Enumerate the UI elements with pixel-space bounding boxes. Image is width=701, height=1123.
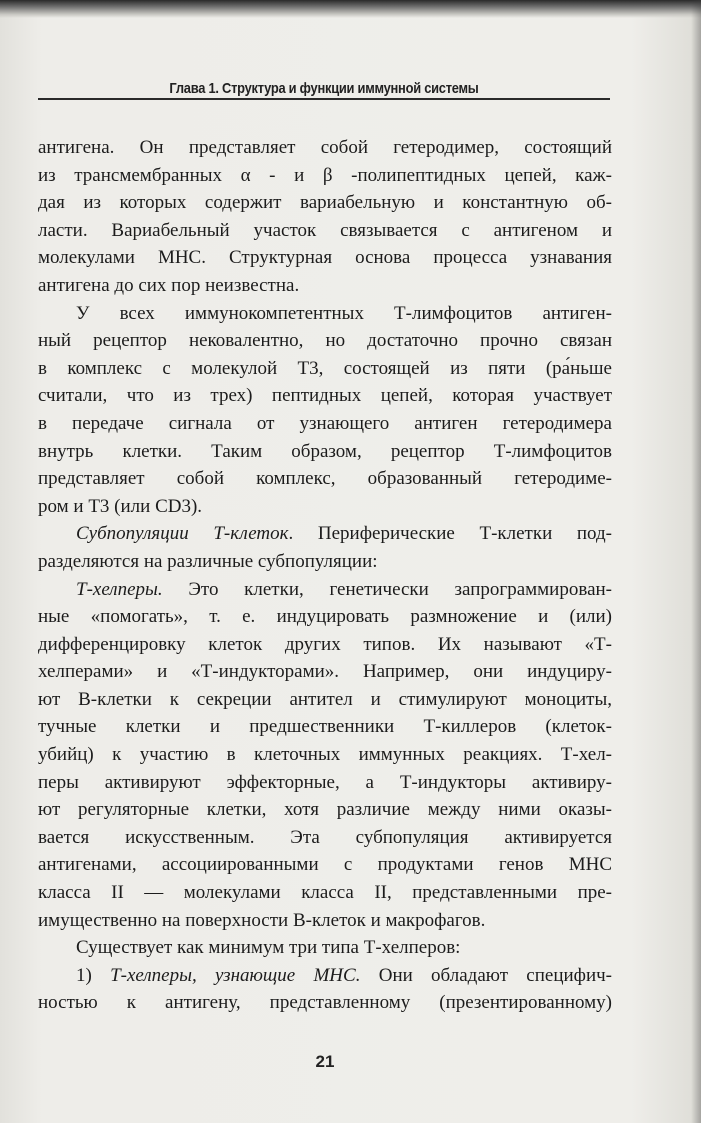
text-line: ласти. Вариабельный участок связывается с антигеном и <box>38 219 612 241</box>
scan-right-shadow <box>691 0 701 1123</box>
text-line: антигенами, ассоциированными с продуктами генов МНС <box>38 854 612 876</box>
text-line: в комплекс с молекулой Т3, состоящей из пяти (ра́ньше <box>38 357 612 379</box>
text-line: имущественно на поверхности В-клеток и макрофагов. <box>38 909 486 931</box>
text-line: У всех иммунокомпетентных Т-лимфоцитов антиген- <box>76 302 612 324</box>
text-line: ром и Т3 (или CD3). <box>38 495 203 517</box>
text-line-subheading <box>38 520 612 548</box>
text-line: ный рецептор нековалентно, но достаточно прочно связан <box>38 330 612 352</box>
text-line: антигена. Он представляет собой гетеродимер, состоящий <box>38 137 612 158</box>
text-run: . Периферические Т-клетки под- <box>288 523 612 545</box>
text-line: Существует как минимум три типа Т-хелперов: <box>76 937 461 959</box>
text-run: Это клетки, генетически запрограммирован- <box>162 578 612 600</box>
body-text <box>38 134 612 1017</box>
scan-top-shadow <box>0 0 701 18</box>
running-head: Глава 1. Структура и функции иммунной системы <box>169 80 479 97</box>
text-line: в передаче сигнала от узнающего антиген гетеродимера <box>38 412 612 434</box>
header-rule <box>38 98 610 100</box>
text-line: разделяются на различные субпопуляции: <box>38 550 378 572</box>
text-line: представляет собой комплекс, образованный гетеродиме- <box>38 468 612 490</box>
text-line: хелперами» и «Т-индукторами». Например, они индуциру- <box>38 661 612 683</box>
text-line: перы активируют эффекторные, а Т-индукторы активиру- <box>38 771 612 793</box>
text-line: вается искусственным. Эта субпопуляция активируется <box>38 826 612 848</box>
text-line: ют регуляторные клетки, хотя различие между ними оказы- <box>38 799 612 821</box>
text-line: считали, что из трех) пептидных цепей, которая участвует <box>38 385 612 407</box>
text-line: ют В-клетки к секреции антител и стимулируют моноциты, <box>38 688 612 710</box>
text-line: внутрь клетки. Таким образом, рецептор Т-лимфоцитов <box>38 440 612 462</box>
text-line: дая из которых содержит вариабельную и константную об- <box>38 192 612 214</box>
text-line-subheading <box>38 576 612 604</box>
text-line: тучные клетки и предшественники Т-киллеров (клеток- <box>38 716 612 738</box>
page-number: 21 <box>315 1052 335 1071</box>
text-line: ные «помогать», т. е. индуцировать размножение и (или) <box>38 606 612 628</box>
text-line: молекулами МНС. Структурная основа процесса узнавания <box>38 247 612 269</box>
text-line: класса II — молекулами класса II, представленными пре- <box>38 882 612 904</box>
text-line: из трансмембранных α - и β -полипептидных цепей, каж- <box>38 164 612 186</box>
text-line: ностью к антигену, представленному (презентированному) <box>38 992 612 1014</box>
subheading-text: Т-хелперы. <box>76 578 163 600</box>
text-run: Они обладают специфич- <box>360 964 612 986</box>
subheading-text: Т-хелперы, узнающие МНС. <box>110 964 361 986</box>
text-line: убийц) к участию в клеточных иммунных реакциях. Т-хел- <box>38 744 612 766</box>
subheading-text: Субпопуляции Т-клеток <box>76 523 289 545</box>
text-line-subheading <box>38 962 612 990</box>
text-line: антигена до сих пор неизвестна. <box>38 274 300 296</box>
list-number: 1) <box>76 964 111 986</box>
text-line: дифференцировку клеток других типов. Их называют «Т- <box>38 633 612 655</box>
